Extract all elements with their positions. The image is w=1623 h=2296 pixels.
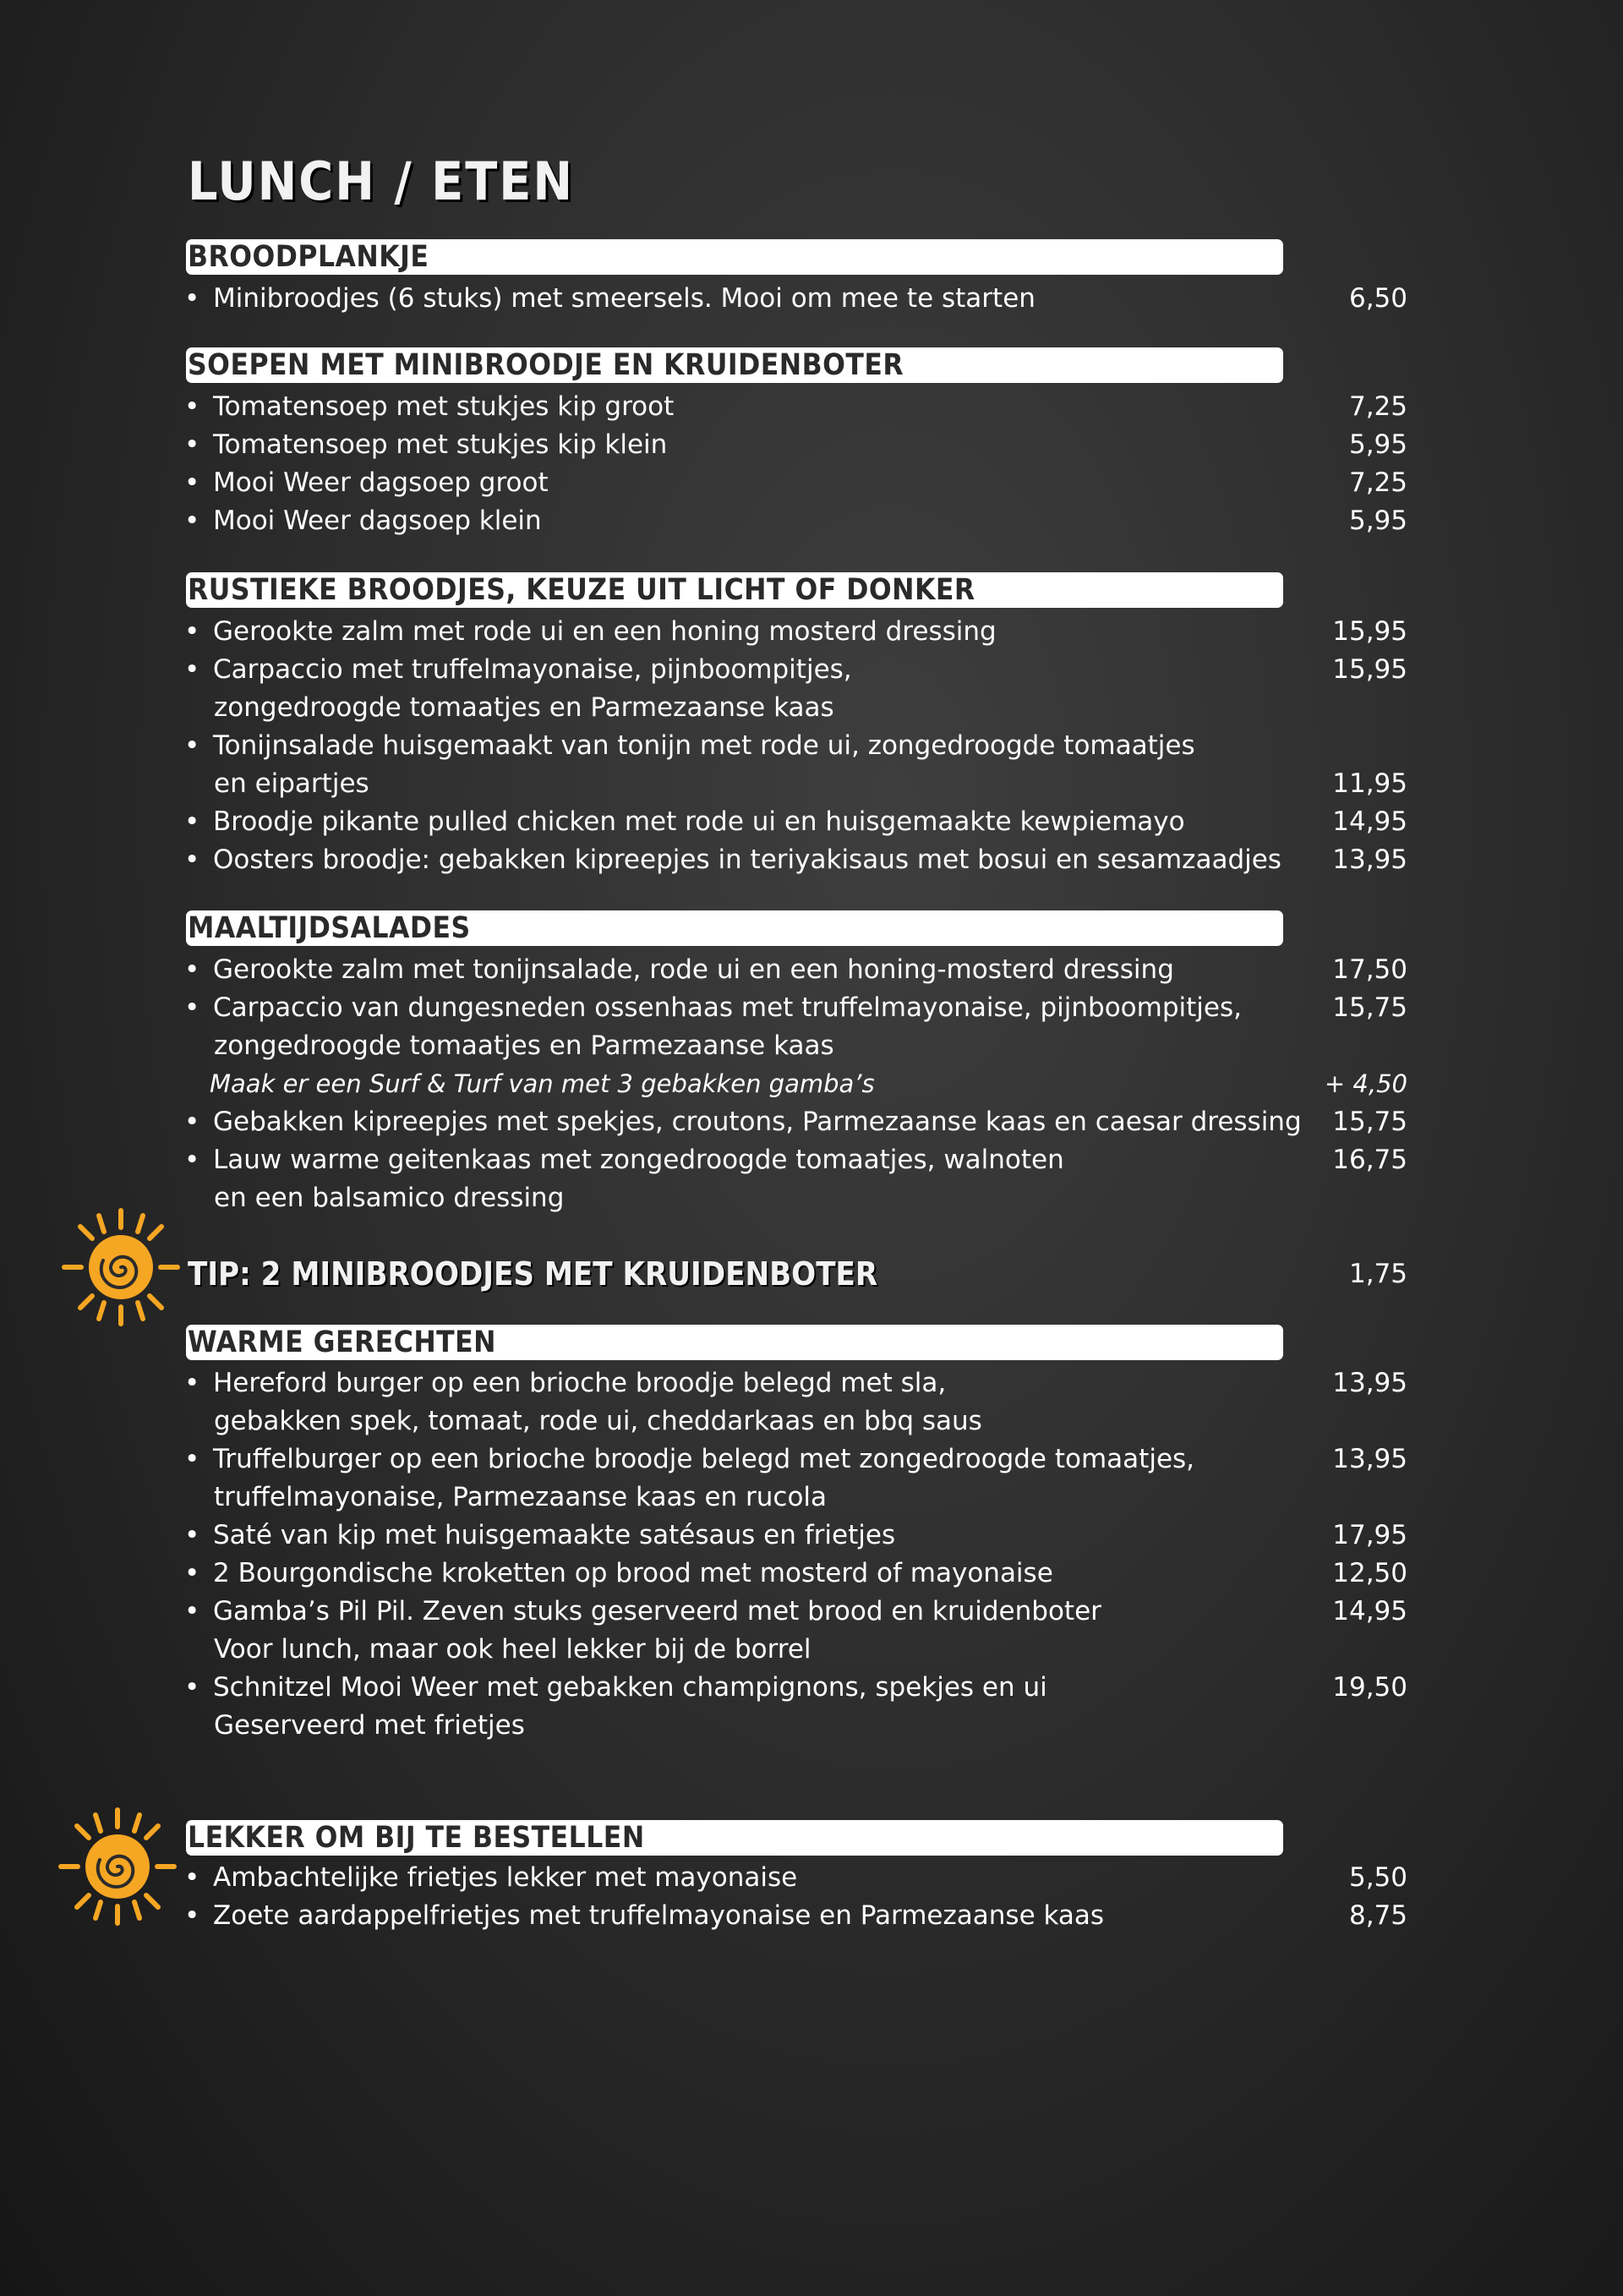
list-item: • Tomatensoep met stukjes kip groot [184,391,675,422]
list-item: • Ambachtelijke frietjes lekker met mayonaise [184,1862,798,1893]
price: 11,95 [1332,768,1407,799]
price: 13,95 [1332,1368,1407,1398]
price: 8,75 [1348,1900,1407,1931]
price: 12,50 [1332,1558,1407,1588]
section-title-broodplankje: BROODPLANKJE [188,240,429,274]
list-item: • Gerookte zalm met rode ui en een honing mosterd dressing [184,616,997,647]
list-item: • Oosters broodje: gebakken kipreepjes in teriyakisaus met bosui en sesamzaadjes [184,845,1281,875]
price: 5,95 [1348,506,1407,536]
price: 7,25 [1348,467,1407,498]
list-item: • Tonijnsalade huisgemaakt van tonijn met rode ui, zongedroogde tomaatjes [184,730,1195,761]
list-item: • Broodje pikante pulled chicken met rode ui en huisgemaakte kewpiemayo [184,806,1185,837]
price: 13,95 [1332,845,1407,875]
price: 19,50 [1332,1672,1407,1703]
list-item: • Lauw warme geitenkaas met zongedroogde tomaatjes, walnoten [184,1145,1064,1175]
list-item-continuation: en eipartjes [214,768,369,799]
section-title-salades: MAALTIJDSALADES [188,911,471,945]
price: 15,75 [1332,1107,1407,1137]
price: 5,95 [1348,429,1407,460]
section-title-warme: WARME GERECHTEN [188,1326,497,1359]
supplement-note: Maak er een Surf & Turf van met 3 gebakken gamba’s [210,1069,875,1098]
list-item: • Hereford burger op een brioche broodje belegd met sla, [184,1368,947,1398]
sun-icon [56,1805,179,1928]
list-item: • Gerookte zalm met tonijnsalade, rode ui en een honing-mosterd dressing [184,954,1174,985]
price: 7,25 [1348,391,1407,422]
list-item: • Tomatensoep met stukjes kip klein [184,429,668,460]
section-title-lekker: LEKKER OM BIJ TE BESTELLEN [188,1821,645,1855]
price: + 4,50 [1324,1069,1407,1098]
list-item-continuation: en een balsamico dressing [214,1183,565,1213]
list-item-continuation: Geserveerd met frietjes [214,1710,525,1741]
page-title: LUNCH / ETEN [188,150,575,212]
list-item: • Truffelburger op een brioche broodje belegd met zongedroogde tomaatjes, [184,1444,1195,1474]
price: 1,75 [1348,1259,1407,1289]
list-item: • Mooi Weer dagsoep klein [184,506,542,536]
list-item: • 2 Bourgondische kroketten op brood met mosterd of mayonaise [184,1558,1053,1588]
price: 15,75 [1332,992,1407,1023]
price: 16,75 [1332,1145,1407,1175]
list-item: • Gamba’s Pil Pil. Zeven stuks geserveerd met brood en kruidenboter [184,1596,1101,1626]
list-item: • Schnitzel Mooi Weer met gebakken champignons, spekjes en ui [184,1672,1047,1703]
price: 15,95 [1332,616,1407,647]
price: 17,95 [1332,1520,1407,1550]
price: 14,95 [1332,806,1407,837]
section-title-soepen: SOEPEN MET MINIBROODJE EN KRUIDENBOTER [188,348,904,382]
list-item: • Minibroodjes (6 stuks) met smeersels. Mooi om mee te starten [184,283,1036,314]
list-item: • Mooi Weer dagsoep groot [184,467,549,498]
sun-icon [59,1205,183,1329]
list-item-continuation: Voor lunch, maar ook heel lekker bij de borrel [214,1634,812,1665]
tip-label: TIP: 2 MINIBROODJES MET KRUIDENBOTER [188,1255,878,1293]
list-item-continuation: gebakken spek, tomaat, rode ui, cheddarkaas en bbq saus [214,1406,982,1436]
list-item: • Saté van kip met huisgemaakte satésaus en frietjes [184,1520,896,1550]
list-item-continuation: truffelmayonaise, Parmezaanse kaas en rucola [214,1482,828,1512]
list-item: • Zoete aardappelfrietjes met truffelmayonaise en Parmezaanse kaas [184,1900,1105,1931]
price: 14,95 [1332,1596,1407,1626]
price: 5,50 [1348,1862,1407,1893]
list-item: • Carpaccio van dungesneden ossenhaas met truffelmayonaise, pijnboompitjes, [184,992,1242,1023]
list-item-continuation: zongedroogde tomaatjes en Parmezaanse kaas [214,692,834,723]
price: 6,50 [1348,283,1407,314]
price: 17,50 [1332,954,1407,985]
list-item: • Gebakken kipreepjes met spekjes, croutons, Parmezaanse kaas en caesar dressing [184,1107,1302,1137]
price: 13,95 [1332,1444,1407,1474]
list-item-continuation: zongedroogde tomaatjes en Parmezaanse kaas [214,1030,834,1061]
list-item: • Carpaccio met truffelmayonaise, pijnboompitjes, [184,654,852,685]
section-title-broodjes: RUSTIEKE BROODJES, KEUZE UIT LICHT OF DONKER [188,573,975,607]
price: 15,95 [1332,654,1407,685]
